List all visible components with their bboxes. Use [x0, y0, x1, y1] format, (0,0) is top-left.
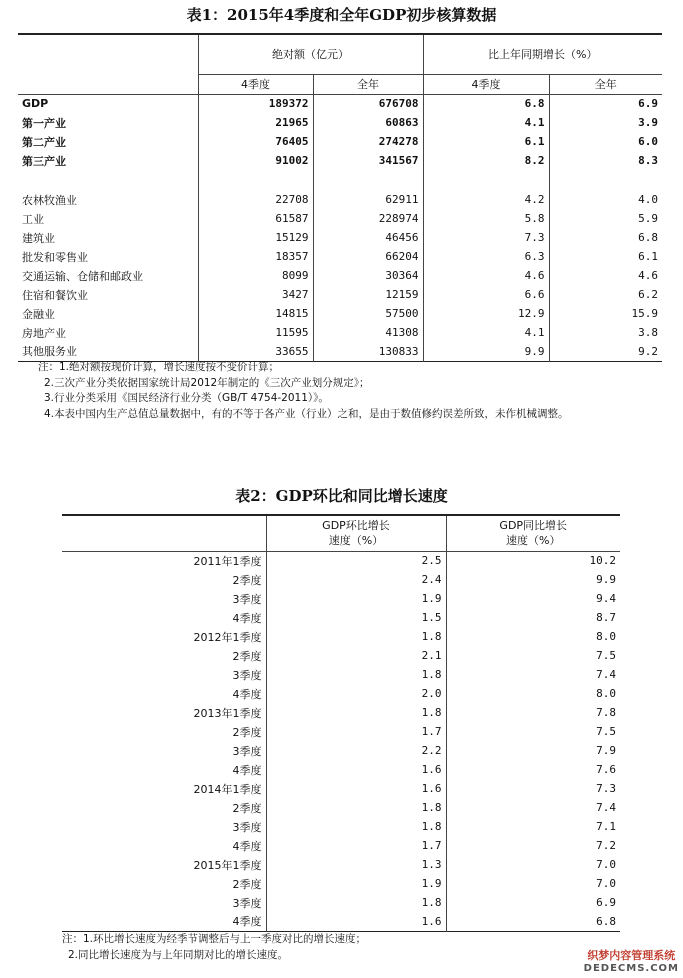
note-line: 2.同比增长速度为与上年同期对比的增长速度。 [68, 948, 289, 961]
cell-year-growth: 15.9 [631, 307, 659, 320]
table-row [18, 342, 662, 361]
table-row [62, 646, 620, 665]
cell-qoq: 2.0 [266, 684, 446, 703]
table-row [62, 551, 620, 570]
cell-yoy: 7.0 [596, 877, 616, 890]
subheader-q4: 4季度 [198, 74, 313, 94]
cell-q4-abs: 21965 [198, 113, 313, 132]
period-label: 3季度 [62, 817, 266, 836]
watermark-line2: DEDECMS.COM [583, 963, 679, 974]
row-name: 金融业 [18, 304, 198, 323]
cell-yoy: 8.0 [596, 687, 616, 700]
cell-yoy: 7.4 [596, 801, 616, 814]
cell-yoy: 7.5 [596, 725, 616, 738]
period-label: 2015年1季度 [62, 855, 266, 874]
cell-year-growth: 4.0 [638, 193, 659, 206]
period-label: 4季度 [62, 608, 266, 627]
cell-year-growth: 6.8 [638, 231, 659, 244]
row-name: 交通运输、仓储和邮政业 [18, 266, 198, 285]
watermark-line1: 织梦内容管理系统 [587, 949, 676, 962]
table-row [18, 190, 662, 209]
cell-q4-abs: 189372 [198, 94, 313, 113]
cell-q4-growth: 4.1 [423, 113, 549, 132]
yoy-header-line1: GDP同比增长 [499, 519, 568, 533]
table-row [18, 132, 662, 151]
cell-qoq: 1.9 [266, 874, 446, 893]
cell-q4-growth: 4.1 [423, 323, 549, 342]
cell-q4-abs: 91002 [198, 151, 313, 170]
period-label: 4季度 [62, 684, 266, 703]
cell-yoy: 6.9 [596, 896, 616, 909]
period-label: 2014年1季度 [62, 779, 266, 798]
cell-qoq: 1.9 [266, 589, 446, 608]
cell-qoq: 2.2 [266, 741, 446, 760]
cell-qoq: 2.1 [266, 646, 446, 665]
table-row [62, 665, 620, 684]
note-line: 2.三次产业分类依据国家统计局2012年制定的《三次产业划分规定》； [44, 376, 370, 389]
cell-year-abs: 341567 [313, 151, 423, 170]
table-row [62, 779, 620, 798]
cell-yoy: 7.1 [596, 820, 616, 833]
table2-title: 表2：GDP环比和同比增长速度 [235, 487, 448, 505]
cell-yoy: 9.4 [596, 592, 616, 605]
table-row [62, 893, 620, 912]
table-row [62, 570, 620, 589]
row-name: 建筑业 [18, 228, 198, 247]
cell-q4-abs: 33655 [198, 342, 313, 361]
table-row [62, 855, 620, 874]
cell-q4-abs: 14815 [198, 304, 313, 323]
cell-year-growth: 3.8 [638, 326, 659, 339]
cell-qoq: 2.5 [266, 551, 446, 570]
row-name: 工业 [18, 209, 198, 228]
cell-year-abs: 57500 [313, 304, 423, 323]
cell-year-growth: 5.9 [638, 212, 659, 225]
note-line: 注：1.环比增长速度为经季节调整后与上一季度对比的增长速度； [62, 933, 367, 945]
period-label: 2季度 [62, 646, 266, 665]
row-name: GDP [18, 94, 198, 113]
cell-year-growth: 6.2 [638, 288, 659, 301]
row-name: 第三产业 [18, 151, 198, 170]
cell-yoy: 6.8 [596, 914, 616, 928]
cell-qoq: 1.6 [266, 779, 446, 798]
cell-q4-abs: 15129 [198, 228, 313, 247]
cell-year-abs: 228974 [313, 209, 423, 228]
table-row [62, 589, 620, 608]
period-label: 2季度 [62, 570, 266, 589]
subheader-year-growth: 全年 [594, 78, 617, 91]
cell-year-abs: 46456 [313, 228, 423, 247]
cell-qoq: 1.5 [266, 608, 446, 627]
table-row [62, 608, 620, 627]
cell-yoy: 7.6 [596, 763, 616, 776]
cell-yoy: 8.7 [596, 611, 616, 624]
period-label: 3季度 [62, 893, 266, 912]
cell-q4-growth: 6.1 [423, 132, 549, 151]
table-row [18, 266, 662, 285]
period-label: 3季度 [62, 741, 266, 760]
cell-yoy: 8.0 [596, 630, 616, 643]
table-row [18, 228, 662, 247]
cell-yoy: 7.3 [596, 782, 616, 795]
cell-q4-growth: 4.2 [423, 190, 549, 209]
cell-year-abs: 30364 [313, 266, 423, 285]
note-line: 3.行业分类采用《国民经济行业分类（GB/T 4754-2011）》。 [44, 392, 329, 404]
cell-q4-abs: 61587 [198, 209, 313, 228]
table-row [18, 94, 662, 113]
cell-q4-abs: 18357 [198, 247, 313, 266]
cell-q4-abs: 8099 [198, 266, 313, 285]
cell-year-abs: 62911 [313, 190, 423, 209]
cell-year-growth: 6.0 [638, 135, 659, 148]
cell-qoq: 1.3 [266, 855, 446, 874]
period-label: 3季度 [62, 665, 266, 684]
yoy-header-line2: 速度（%） [506, 534, 561, 548]
cell-year-growth: 4.6 [638, 269, 659, 282]
cell-year-growth: 3.9 [638, 116, 659, 129]
cell-yoy: 10.2 [589, 554, 616, 568]
table-row [62, 684, 620, 703]
cell-qoq: 1.8 [266, 703, 446, 722]
cell-q4-abs: 11595 [198, 323, 313, 342]
cell-q4-abs: 22708 [198, 190, 313, 209]
cell-qoq: 1.7 [266, 722, 446, 741]
cell-yoy: 7.0 [596, 858, 616, 871]
table-row [18, 285, 662, 304]
table-row [18, 304, 662, 323]
cell-q4-growth: 6.8 [423, 94, 549, 113]
table-row [18, 113, 662, 132]
cell-yoy: 9.9 [596, 573, 616, 586]
table-row [62, 874, 620, 893]
period-label: 2012年1季度 [62, 627, 266, 646]
period-label: 2季度 [62, 874, 266, 893]
cell-q4-growth: 4.6 [423, 266, 549, 285]
cell-year-abs: 60863 [313, 113, 423, 132]
qoq-header-line2: 速度（%） [328, 534, 384, 548]
cell-qoq: 1.8 [266, 627, 446, 646]
cell-yoy: 7.8 [596, 706, 616, 719]
period-label: 3季度 [62, 589, 266, 608]
cell-year-abs: 66204 [313, 247, 423, 266]
cell-q4-growth: 8.2 [423, 151, 549, 170]
cell-q4-growth: 7.3 [423, 228, 549, 247]
cell-q4-growth: 6.3 [423, 247, 549, 266]
period-label: 4季度 [62, 912, 266, 931]
cell-year-abs: 12159 [313, 285, 423, 304]
table-row [62, 798, 620, 817]
cell-qoq: 1.8 [266, 893, 446, 912]
cell-q4-abs: 76405 [198, 132, 313, 151]
row-name: 第二产业 [18, 132, 198, 151]
growth-group-header: 比上年同期增长（%） [423, 34, 662, 74]
table-row [18, 323, 662, 342]
cell-qoq: 1.8 [266, 798, 446, 817]
table1-notes [38, 360, 569, 422]
cell-q4-growth: 6.6 [423, 285, 549, 304]
subheader-q4-growth: 4季度 [423, 74, 549, 94]
table2-notes [62, 932, 366, 963]
cell-year-growth: 8.3 [638, 154, 659, 167]
period-label: 2季度 [62, 798, 266, 817]
table-row [62, 836, 620, 855]
note-line: 注：1.绝对额按现价计算，增长速度按不变价计算； [38, 361, 280, 373]
cell-year-growth: 6.9 [638, 97, 659, 111]
row-name: 住宿和餐饮业 [18, 285, 198, 304]
cell-year-abs: 676708 [313, 94, 423, 113]
cell-q4-growth: 12.9 [423, 304, 549, 323]
cell-qoq: 1.6 [266, 760, 446, 779]
cell-yoy: 7.2 [596, 839, 616, 852]
table-row [18, 209, 662, 228]
table1-corner [18, 34, 198, 74]
cell-year-abs: 130833 [313, 342, 423, 361]
table-row [18, 151, 662, 170]
table2-corner [62, 515, 266, 551]
table-row [62, 760, 620, 779]
table-row [62, 741, 620, 760]
gdp-table [18, 33, 662, 362]
table-row [18, 247, 662, 266]
table1-corner-sub [18, 74, 198, 94]
cell-q4-abs: 3427 [198, 285, 313, 304]
period-label: 4季度 [62, 760, 266, 779]
cell-qoq: 1.8 [266, 665, 446, 684]
growth-table [62, 514, 620, 932]
cell-q4-growth: 9.9 [423, 342, 549, 361]
cell-yoy: 7.9 [596, 744, 616, 757]
cell-year-abs: 41308 [313, 323, 423, 342]
watermark [584, 947, 679, 974]
cell-year-growth: 9.2 [638, 344, 659, 358]
period-label: 2013年1季度 [62, 703, 266, 722]
cell-qoq: 1.7 [266, 836, 446, 855]
table-row [62, 817, 620, 836]
cell-qoq: 2.4 [266, 570, 446, 589]
row-name: 第一产业 [18, 113, 198, 132]
table-row [62, 912, 620, 931]
cell-yoy: 7.4 [596, 668, 616, 681]
table-row [62, 722, 620, 741]
cell-year-abs: 274278 [313, 132, 423, 151]
qoq-header-line1: GDP环比增长 [322, 519, 390, 533]
period-label: 2011年1季度 [62, 551, 266, 570]
row-name: 房地产业 [18, 323, 198, 342]
table1-title: 表1：2015年4季度和全年GDP初步核算数据 [186, 6, 497, 24]
cell-qoq: 1.8 [266, 817, 446, 836]
cell-q4-growth: 5.8 [423, 209, 549, 228]
row-name: 批发和零售业 [18, 247, 198, 266]
table-row [62, 627, 620, 646]
yoy-header [446, 515, 620, 551]
abs-group-header: 绝对额（亿元） [198, 34, 423, 74]
period-label: 2季度 [62, 722, 266, 741]
row-name: 农林牧渔业 [18, 190, 198, 209]
cell-yoy: 7.5 [596, 649, 616, 662]
note-line: 4.本表中国内生产总值总量数据中，有的不等于各产业（行业）之和，是由于数值修约误差所致，未作机械调整。 [44, 407, 569, 420]
cell-qoq: 1.6 [266, 912, 446, 931]
subheader-year: 全年 [313, 74, 423, 94]
cell-year-growth: 6.1 [638, 250, 659, 263]
period-label: 4季度 [62, 836, 266, 855]
table-row [62, 703, 620, 722]
row-name: 其他服务业 [18, 342, 198, 361]
qoq-header [266, 515, 446, 551]
